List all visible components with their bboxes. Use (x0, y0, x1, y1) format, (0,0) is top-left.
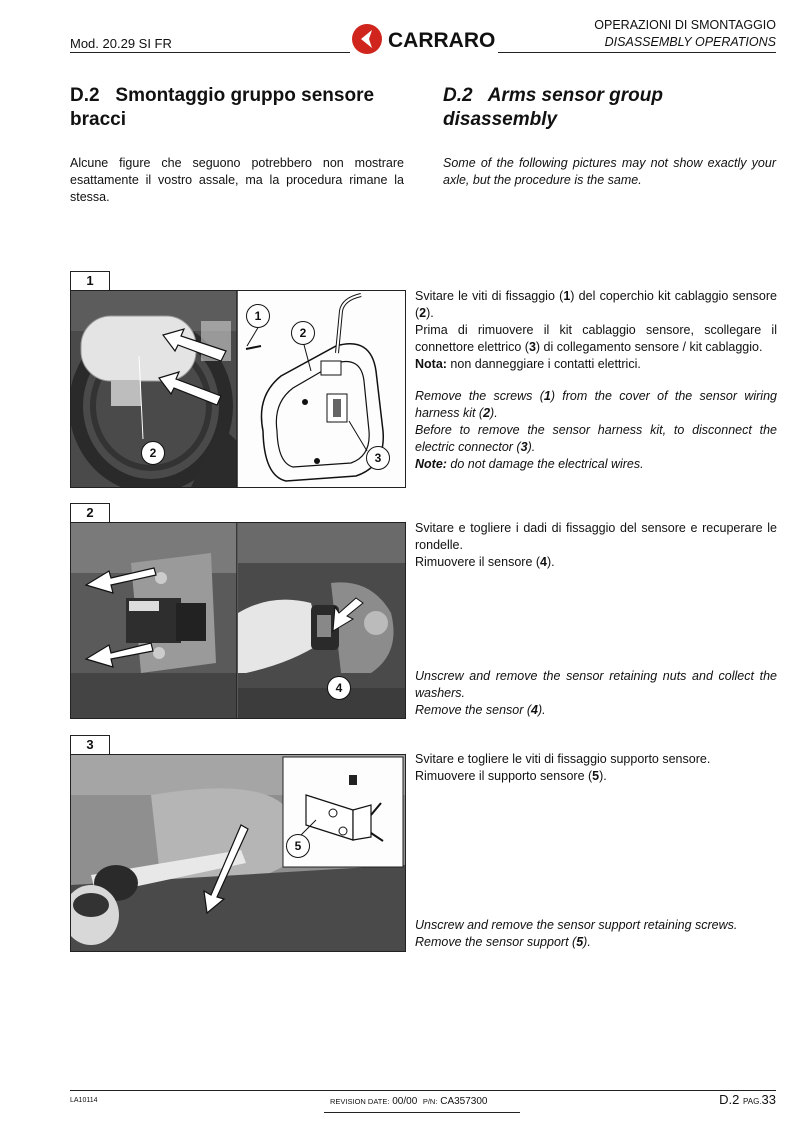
figure-3-illustration (71, 755, 405, 951)
document-code: LA10114 (70, 1097, 98, 1104)
callout-5: 5 (286, 834, 310, 858)
revision-label: REVISION DATE: (330, 1097, 390, 1106)
footer-rule (70, 1090, 776, 1091)
step-1-en-note: Note: do not damage the electrical wires. (415, 457, 644, 471)
section-heading-en: DISASSEMBLY OPERATIONS (604, 35, 776, 49)
figure-1-number: 1 (70, 271, 110, 290)
callout-2-drawing: 2 (291, 321, 315, 345)
footer-section: D.2 (719, 1092, 740, 1107)
step-3-en-b: Remove the sensor support (5). (415, 935, 591, 949)
callout-1: 1 (246, 304, 270, 328)
step-1-it-a: Svitare le viti di fissaggio (1) del coperchio kit cablaggio sensore (2). (415, 289, 777, 320)
section-heading-it: OPERAZIONI DI SMONTAGGIO (594, 18, 776, 32)
intro-text-it: Alcune figure che seguono potrebbero non mostrare esattamente il vostro assale, ma la procedura rimane la stessa. (70, 156, 404, 204)
section-heading (594, 17, 776, 51)
figure-1 (70, 290, 406, 488)
header-rule-right (498, 52, 776, 53)
step-3-it-b: Rimuovere il supporto sensore (5). (415, 769, 607, 783)
figure-3-number: 3 (70, 735, 110, 754)
step-2-text (415, 520, 777, 571)
header-rule-left (70, 52, 350, 53)
figure-2-illustration (71, 523, 405, 718)
callout-4: 4 (327, 676, 351, 700)
revision-info (330, 1096, 487, 1107)
callout-2-photo: 2 (141, 441, 165, 465)
step-2-text-en (415, 668, 777, 719)
step-3-text-en (415, 917, 777, 951)
brand-name: CARRARO (388, 29, 496, 52)
page-number (719, 1092, 776, 1107)
page-title-en: D.2 Arms sensor group disassembly (443, 85, 669, 130)
revision-rule (324, 1112, 520, 1113)
pn-value: CA357300 (440, 1096, 488, 1107)
step-1-en-a: Remove the screws (1) from the cover of the sensor wiring harness kit (2). (415, 389, 777, 420)
step-2-it-a: Svitare e togliere i dadi di fissaggio del sensore e recuperare le rondelle. (415, 521, 777, 552)
step-1-it-b: Prima di rimuovere il kit cablaggio sensore, scollegare il connettore elettrico (3) di collegamento sensore / kit cablaggio. (415, 323, 777, 354)
figure-2-number: 2 (70, 503, 110, 522)
intro-text-en: Some of the following pictures may not show exactly your axle, but the procedure is the same. (443, 156, 776, 187)
step-3-it-a: Svitare e togliere le viti di fissaggio supporto sensore. (415, 752, 711, 766)
step-2-en-a: Unscrew and remove the sensor retaining nuts and collect the washers. (415, 669, 777, 700)
callout-3: 3 (366, 446, 390, 470)
step-2-it-b: Rimuovere il sensore (4). (415, 555, 555, 569)
revision-value: 00/00 (392, 1096, 418, 1107)
pn-label: P/N: (422, 1097, 438, 1106)
step-1-en-b: Before to remove the sensor harness kit, to disconnect the electric connector (3). (415, 423, 777, 454)
figure-3 (70, 754, 406, 952)
carraro-logo (350, 22, 498, 56)
step-1-it-note: Nota: non danneggiare i contatti elettrici. (415, 357, 641, 371)
step-3-text (415, 751, 777, 785)
page-label: PAG. (743, 1097, 762, 1106)
step-3-en-a: Unscrew and remove the sensor support retaining screws. (415, 918, 738, 932)
page-number-value: 33 (761, 1092, 776, 1107)
document-model: Mod. 20.29 SI FR (70, 36, 172, 51)
step-1-text (415, 288, 777, 473)
page-title-it: D.2 Smontaggio gruppo sensore bracci (70, 85, 380, 130)
step-2-en-b: Remove the sensor (4). (415, 703, 546, 717)
figure-2 (70, 522, 406, 719)
figure-1-illustration (71, 291, 405, 487)
